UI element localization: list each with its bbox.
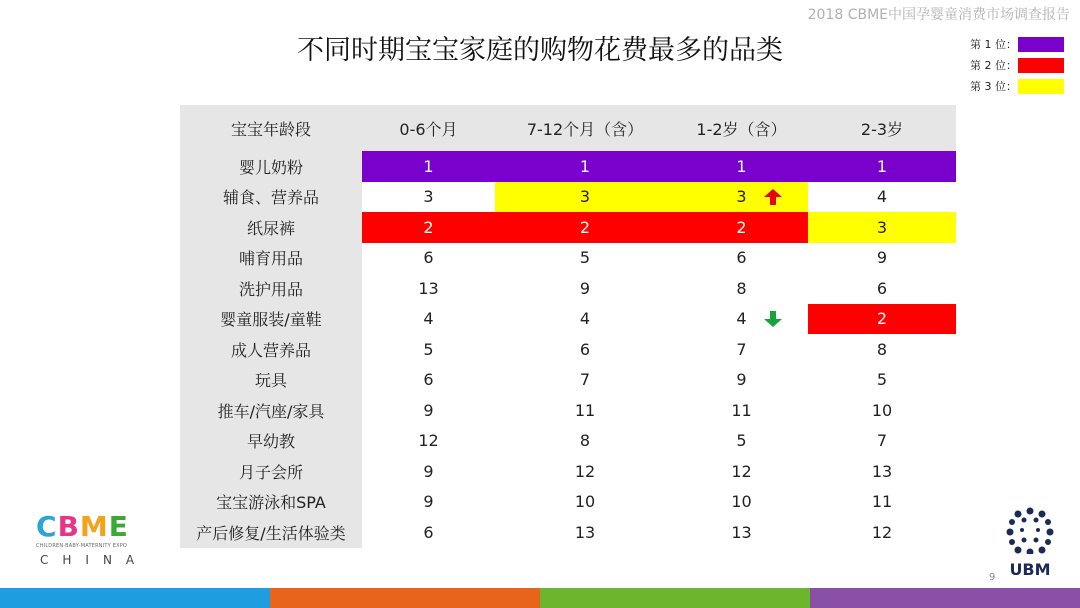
rank-cell bbox=[495, 395, 675, 426]
category-cell: 婴儿奶粉 bbox=[180, 151, 362, 182]
rank-value: 10 bbox=[574, 492, 596, 512]
rank-cell bbox=[495, 365, 675, 396]
rank-cell bbox=[675, 334, 808, 365]
rank-cell bbox=[362, 365, 495, 396]
rank-value: 5 bbox=[579, 248, 591, 268]
rank-value: 9 bbox=[876, 248, 888, 268]
bottom-bar-segment bbox=[810, 588, 1080, 608]
category-cell: 宝宝游泳和SPA bbox=[180, 487, 362, 518]
table-row bbox=[180, 395, 956, 426]
rank-cell bbox=[675, 395, 808, 426]
legend-swatch bbox=[1018, 37, 1064, 52]
rank-cell bbox=[495, 456, 675, 487]
rank-cell bbox=[362, 304, 495, 335]
rank-value: 9 bbox=[736, 370, 747, 390]
rank-value: 8 bbox=[579, 431, 591, 451]
ubm-logo-text: UBM bbox=[1009, 560, 1051, 579]
table-row bbox=[180, 426, 956, 457]
rank-cell bbox=[362, 273, 495, 304]
rank-value: 4 bbox=[876, 187, 888, 207]
rank-value: 6 bbox=[423, 248, 434, 268]
rank-cell bbox=[362, 487, 495, 518]
category-cell: 成人营养品 bbox=[180, 334, 362, 365]
rank-legend bbox=[970, 34, 1064, 97]
rank-value: 2 bbox=[423, 217, 434, 237]
ranking-table bbox=[180, 105, 956, 548]
rank-value: 6 bbox=[736, 248, 747, 268]
rank-cell bbox=[808, 334, 956, 365]
legend-label: 第 3 位： bbox=[970, 80, 1017, 93]
rank-cell bbox=[495, 334, 675, 365]
rank-cell bbox=[808, 182, 956, 213]
cbme-letter: M bbox=[79, 510, 108, 543]
rank-cell bbox=[495, 212, 675, 243]
arrow-up-icon bbox=[764, 189, 782, 205]
rank-cell bbox=[675, 426, 808, 457]
rank-value: 9 bbox=[423, 492, 434, 512]
rank-cell bbox=[675, 151, 808, 182]
rank-cell bbox=[362, 334, 495, 365]
cbme-tagline: CHILDREN·BABY·MATERNITY EXPO bbox=[36, 543, 128, 549]
rank-value: 5 bbox=[876, 370, 888, 390]
page-number: 9 bbox=[989, 572, 996, 583]
rank-cell bbox=[675, 182, 808, 213]
arrow-down-icon bbox=[764, 311, 782, 327]
ubm-dots-icon bbox=[1004, 506, 1056, 554]
table-row bbox=[180, 151, 956, 182]
rank-value: 2 bbox=[876, 309, 888, 329]
rank-value: 1 bbox=[876, 156, 888, 176]
rank-cell bbox=[808, 243, 956, 274]
cbme-letter: B bbox=[57, 510, 79, 543]
category-cell: 推车/汽座/家具 bbox=[180, 395, 362, 426]
bottom-bar-segment bbox=[0, 588, 270, 608]
rank-value: 8 bbox=[876, 339, 888, 359]
rank-cell bbox=[808, 273, 956, 304]
rank-cell bbox=[675, 487, 808, 518]
rank-value: 3 bbox=[876, 217, 888, 237]
bottom-bar-segment bbox=[270, 588, 540, 608]
rank-cell bbox=[675, 212, 808, 243]
page-title: 不同时期宝宝家庭的购物花费最多的品类 bbox=[297, 35, 783, 66]
rank-value: 3 bbox=[736, 187, 747, 207]
rank-cell bbox=[675, 243, 808, 274]
rank-cell bbox=[362, 426, 495, 457]
rank-cell bbox=[675, 365, 808, 396]
rank-cell bbox=[808, 304, 956, 335]
rank-value: 11 bbox=[871, 492, 893, 512]
table-row bbox=[180, 182, 956, 213]
cbme-logo bbox=[36, 512, 148, 567]
cbme-logo-letters bbox=[36, 512, 148, 542]
cbme-letter: E bbox=[108, 510, 128, 543]
rank-cell bbox=[495, 243, 675, 274]
rank-cell bbox=[362, 212, 495, 243]
rank-cell bbox=[675, 273, 808, 304]
table-row bbox=[180, 365, 956, 396]
rank-value: 6 bbox=[579, 339, 591, 359]
table-row bbox=[180, 334, 956, 365]
rank-cell bbox=[495, 487, 675, 518]
rank-value: 1 bbox=[579, 156, 591, 176]
legend-swatch bbox=[1018, 58, 1064, 73]
rank-cell bbox=[495, 517, 675, 548]
table-row bbox=[180, 212, 956, 243]
category-cell: 产后修复/生活体验类 bbox=[180, 517, 362, 548]
category-cell: 月子会所 bbox=[180, 456, 362, 487]
rank-cell bbox=[495, 182, 675, 213]
rank-value: 9 bbox=[423, 400, 434, 420]
rank-value: 9 bbox=[579, 278, 591, 298]
rank-cell bbox=[808, 426, 956, 457]
rank-cell bbox=[808, 151, 956, 182]
rank-value: 5 bbox=[736, 431, 747, 451]
category-cell: 辅食、营养品 bbox=[180, 182, 362, 213]
report-header-note: 2018 CBME中国孕婴童消费市场调查报告 bbox=[807, 7, 1070, 23]
rank-value: 10 bbox=[731, 492, 752, 512]
legend-label: 第 2 位： bbox=[970, 59, 1017, 72]
table-row bbox=[180, 517, 956, 548]
rank-cell bbox=[495, 151, 675, 182]
bottom-bar-segment bbox=[540, 588, 810, 608]
category-cell: 纸尿裤 bbox=[180, 212, 362, 243]
rank-cell bbox=[495, 426, 675, 457]
rank-cell bbox=[362, 243, 495, 274]
rank-cell bbox=[808, 395, 956, 426]
rank-value: 9 bbox=[423, 461, 434, 481]
rank-value: 6 bbox=[876, 278, 888, 298]
rank-cell bbox=[495, 304, 675, 335]
rank-cell bbox=[362, 456, 495, 487]
rank-cell bbox=[675, 456, 808, 487]
rank-cell bbox=[495, 273, 675, 304]
table-row bbox=[180, 304, 956, 335]
table-header-cell: 1-2岁（含） bbox=[675, 105, 808, 151]
rank-cell bbox=[808, 212, 956, 243]
rank-value: 6 bbox=[423, 522, 434, 542]
rank-value: 12 bbox=[731, 461, 752, 481]
table-header-cell: 0-6个月 bbox=[362, 105, 495, 151]
rank-value: 11 bbox=[574, 400, 596, 420]
rank-value: 13 bbox=[871, 461, 893, 481]
rank-value: 10 bbox=[871, 400, 893, 420]
table-header-cell: 宝宝年龄段 bbox=[180, 105, 362, 151]
rank-value: 4 bbox=[579, 309, 591, 329]
category-cell: 洗护用品 bbox=[180, 273, 362, 304]
rank-cell bbox=[675, 304, 808, 335]
rank-value: 8 bbox=[736, 278, 747, 298]
table-row bbox=[180, 487, 956, 518]
legend-swatch bbox=[1018, 79, 1064, 94]
rank-cell bbox=[808, 456, 956, 487]
category-cell: 哺育用品 bbox=[180, 243, 362, 274]
rank-cell bbox=[362, 151, 495, 182]
table-header-cell: 7-12个月（含） bbox=[495, 105, 675, 151]
cbme-letter: C bbox=[36, 510, 57, 543]
table-header-row bbox=[180, 105, 956, 151]
rank-value: 13 bbox=[731, 522, 752, 542]
rank-value: 1 bbox=[736, 156, 747, 176]
rank-value: 3 bbox=[579, 187, 591, 207]
legend-item bbox=[970, 55, 1064, 75]
rank-value: 3 bbox=[423, 187, 434, 207]
rank-value: 13 bbox=[418, 278, 439, 298]
rank-value: 1 bbox=[423, 156, 434, 176]
rank-cell bbox=[808, 365, 956, 396]
rank-value: 2 bbox=[579, 217, 591, 237]
rank-value: 7 bbox=[876, 431, 888, 451]
rank-cell bbox=[362, 395, 495, 426]
rank-value: 5 bbox=[423, 339, 434, 359]
bottom-color-bar bbox=[0, 588, 1080, 608]
rank-value: 2 bbox=[736, 217, 747, 237]
legend-item bbox=[970, 34, 1064, 54]
category-cell: 婴童服装/童鞋 bbox=[180, 304, 362, 335]
rank-cell bbox=[675, 517, 808, 548]
rank-value: 4 bbox=[423, 309, 434, 329]
table-header-cell: 2-3岁 bbox=[808, 105, 956, 151]
legend-label: 第 1 位： bbox=[970, 38, 1017, 51]
table-row bbox=[180, 456, 956, 487]
category-cell: 早幼教 bbox=[180, 426, 362, 457]
rank-cell bbox=[362, 182, 495, 213]
rank-value: 7 bbox=[579, 370, 591, 390]
category-cell: 玩具 bbox=[180, 365, 362, 396]
rank-value: 12 bbox=[418, 431, 439, 451]
rank-cell bbox=[362, 517, 495, 548]
table-row bbox=[180, 243, 956, 274]
table-row bbox=[180, 273, 956, 304]
rank-value: 4 bbox=[736, 309, 747, 329]
rank-value: 13 bbox=[574, 522, 596, 542]
cbme-country: CHINA bbox=[40, 553, 149, 567]
rank-value: 6 bbox=[423, 370, 434, 390]
rank-value: 12 bbox=[574, 461, 596, 481]
rank-value: 12 bbox=[871, 522, 893, 542]
rank-cell bbox=[808, 517, 956, 548]
rank-value: 11 bbox=[731, 400, 752, 420]
rank-cell bbox=[808, 487, 956, 518]
legend-item bbox=[970, 76, 1064, 96]
rank-value: 7 bbox=[736, 339, 747, 359]
ubm-logo bbox=[1000, 506, 1060, 579]
